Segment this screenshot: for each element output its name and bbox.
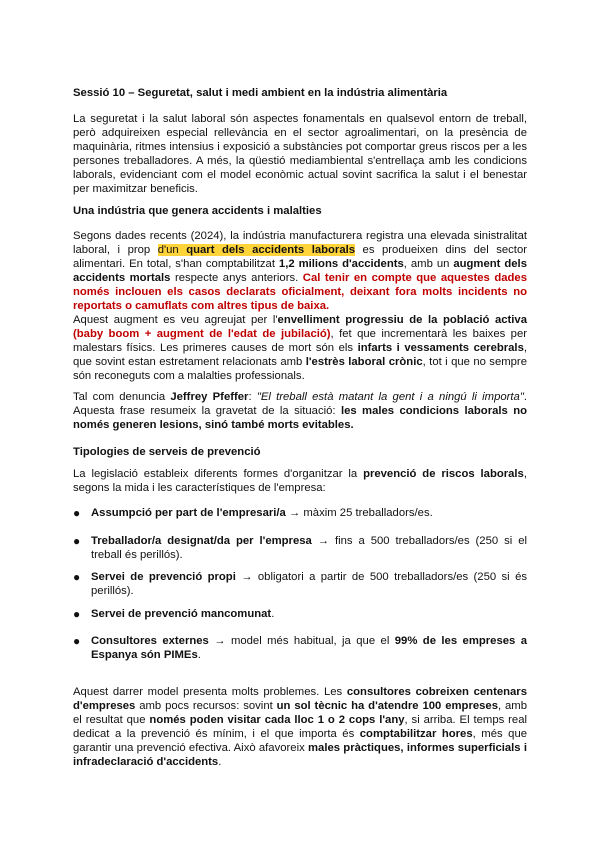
closing-paragraph: Aquest darrer model presenta molts problemes. Les consultores cobreixen centenars d'empreses amb pocs recursos: sovint un sol tècnic ha d'atendre 100 empreses, amb el resultat que només poden visitar cada lloc 1 o 2 cops l'any, si arriba. El temps real dedicat a la prevenció és mínim, i el que importa és comptabilitzar hores, més que garantir una prevenció efectiva. Això afavoreix males pràctiques, informes superficials i infradeclaració d'accidents. bbox=[73, 686, 528, 768]
intro-paragraph: La seguretat i la salut laboral són aspectes fonamentals en qualsevol entorn de treball, però adquireixen especial rellevància en el sector agroalimentari, on la presència de maquinària, ritmes intensius i exposició a substàncies pot comportar greus riscos per a les persones treballadores. A més, la qüestió mediambiental s'entrellaça amb les condicions laborals, evidenciant com el model econòmic actual sovint sacrifica la salut i el benestar per maximitzar beneficis. bbox=[73, 113, 527, 195]
accidents-paragraph: Segons dades recents (2024), la indústria manufacturera registra una elevada sinistralitat laboral, i prop d'un quart dels accidents laborals es produeixen dins del sector alimentari. En total, s'han comptabilitzat 1,2 milions d'accidents, amb un augment dels accidents mortals respecte anys anteriors. Cal tenir en compte que aquestes dades només inclouen els casos declarats oficialment, deixant fora molts incidents no reportats o camuflats com altres tipus de baixa. bbox=[73, 230, 527, 312]
section-heading-accidents: Una indústria que genera accidents i malalties bbox=[73, 205, 322, 217]
page-title: Sessió 10 – Seguretat, salut i medi ambient en la indústria alimentària bbox=[73, 87, 448, 99]
quote: "El treball està matant la gent i a ningú li importa" bbox=[256, 391, 524, 403]
pfeffer-paragraph: Tal com denuncia Jeffrey Pfeffer: "El treball està matant la gent i a ningú li importa". Aquesta frase resumeix la gravetat de la situació: les males condicions laborals no només generen lesions, sinó també morts evitables. bbox=[73, 391, 527, 431]
section-heading-prevention: Tipologies de serveis de prevenció bbox=[73, 446, 261, 458]
red-emphasis: Cal tenir en compte que aquestes dades només inclouen els casos declarats oficialment, deixant fora molts incidents no reportats o camuflats com altres tipus de baixa. bbox=[73, 272, 527, 312]
highlighted-text: d'un quart dels accidents laborals bbox=[157, 244, 356, 256]
red-emphasis: (baby boom + augment de l'edat de jubilació) bbox=[73, 328, 331, 340]
aging-paragraph: Aquest augment es veu agreujat per l'envelliment progressiu de la població activa (baby boom + augment de l'edat de jubilació), fet que incrementarà les baixes per malestars físics. Les primeres causes de mort són els infarts i vessaments cerebrals, que sovint estan estretament relacionats amb l'estrès laboral crònic, tot i que no sempre són reconeguts com a malalties professionals. bbox=[73, 314, 528, 382]
list-item: ● Assumpció per part de l'empresari/a → màxim 25 treballadors/es. bbox=[73, 506, 433, 520]
bullet-icon: ● bbox=[73, 570, 81, 584]
list-item: ● Treballador/a designat/da per l'empresa → fins a 500 treballadors/es (250 si el treball és perillós). bbox=[73, 534, 527, 561]
bullet-icon: ● bbox=[73, 534, 81, 548]
bullet-icon: ● bbox=[73, 607, 81, 621]
list-item: ● Servei de prevenció mancomunat. bbox=[73, 607, 275, 621]
bullet-icon: ● bbox=[73, 506, 81, 520]
list-item: ● Servei de prevenció propi → obligatori a partir de 500 treballadors/es (250 si és perillós). bbox=[73, 570, 527, 597]
bullet-icon: ● bbox=[73, 634, 81, 648]
prevention-intro: La legislació estableix diferents formes d'organitzar la prevenció de riscos laborals, segons la mida i les característiques de l'empresa: bbox=[73, 468, 527, 494]
author-name: Jeffrey Pfeffer bbox=[170, 391, 249, 403]
list-item: ● Consultores externes → model més habitual, ja que el 99% de les empreses a Espanya són PIMEs. bbox=[73, 634, 527, 661]
